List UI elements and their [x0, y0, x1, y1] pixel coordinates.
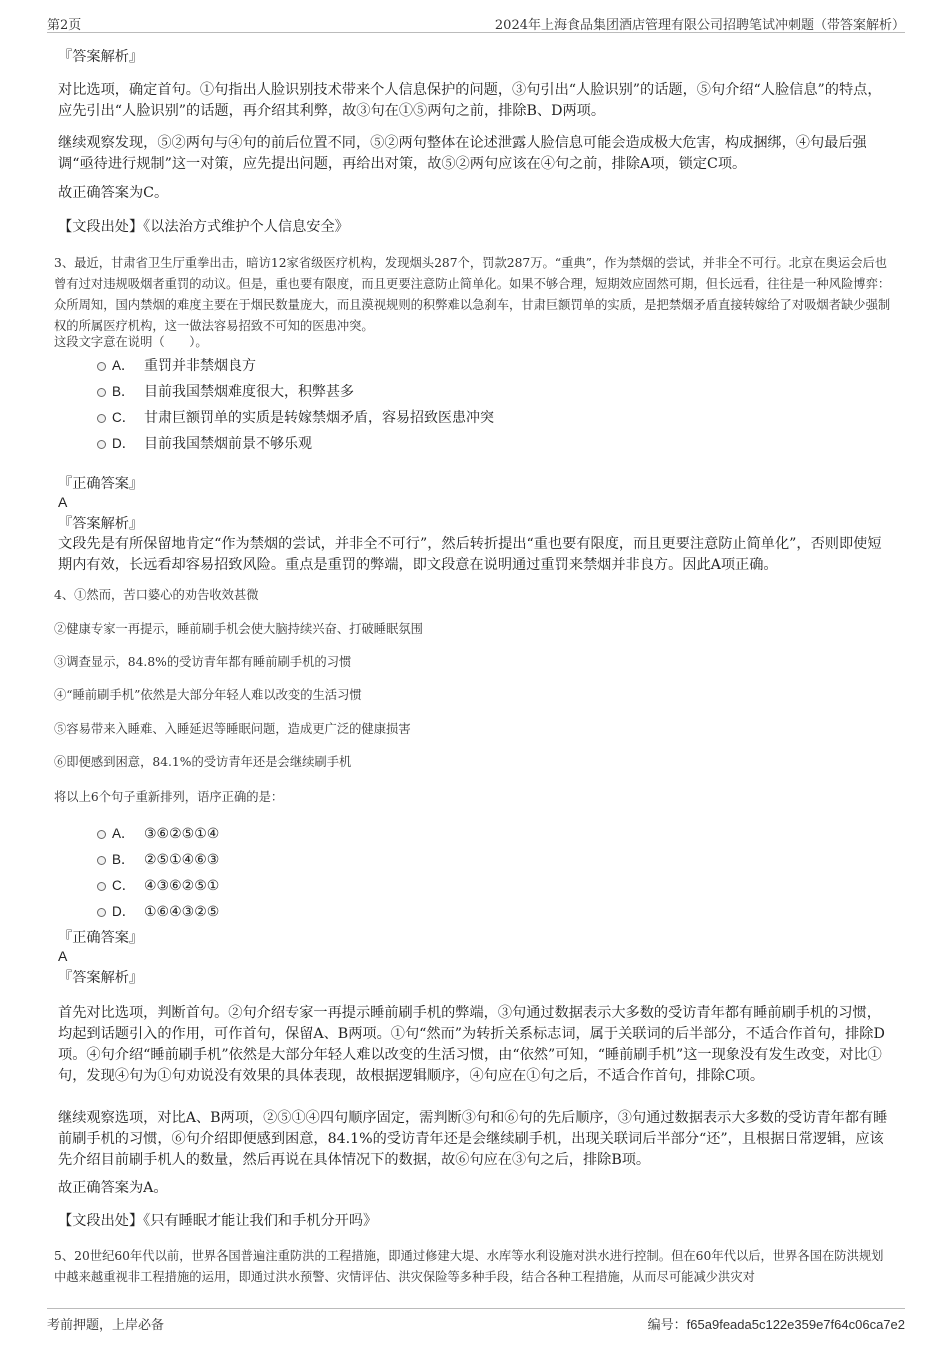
- option-letter: B．: [112, 384, 135, 399]
- q4-analysis-label: 『答案解析』: [58, 970, 144, 986]
- option-text: ③⑥②⑤①④: [144, 826, 220, 842]
- option-text: 重罚并非禁烟良方: [144, 358, 256, 374]
- q4-sentence-4: ④“睡前刷手机”依然是大部分年轻人难以改变的生活习惯: [54, 688, 362, 702]
- option-text: 目前我国禁烟难度很大，积弊甚多: [144, 384, 354, 400]
- q4-sentence-6: ⑥即便感到困意，84.1%的受访青年还是会继续刷手机: [54, 755, 352, 769]
- q4-sentence-5: ⑤容易带来入睡难、入睡延迟等睡眠问题，造成更广泛的健康损害: [54, 722, 411, 736]
- q4-prompt: 将以上6个句子重新排列，语序正确的是：: [54, 790, 284, 804]
- option-text: 目前我国禁烟前景不够乐观: [144, 436, 312, 452]
- q4-option-d[interactable]: [97, 902, 219, 922]
- option-letter: D．: [112, 436, 136, 451]
- q4-option-a[interactable]: [97, 824, 219, 844]
- option-letter: A．: [112, 826, 135, 841]
- q3-option-c[interactable]: [97, 408, 494, 428]
- option-text: ④③⑥②⑤①: [144, 878, 220, 894]
- q2-analysis-para2: 继续观察发现，⑤②两句与④句的前后位置不同，⑤②两句整体在论述泄露人脸信息可能会造成极大危害，构成捆绑，④句最后强调“亟待进行规制”这一对策，应先提出问题，再给出对策，故⑤②两句应该在④句之前，排除A项，锁定C项。: [58, 135, 867, 172]
- option-text: ②⑤①④⑥③: [144, 852, 220, 868]
- option-letter: C．: [112, 410, 136, 425]
- q2-analysis-label: 『答案解析』: [58, 49, 144, 65]
- q5-stem: 5、20世纪60年代以前，世界各国普遍注重防洪的工程措施，即通过修建大堤、水库等水利设施对洪水进行控制。但在60年代以后，世界各国在防洪规划中越来越重视非工程措施的运用，即通过洪水预警、灾情评估、洪灾保险等多种手段，结合各种工程措施，从而尽可能减少洪灾对: [54, 1249, 884, 1284]
- code-label: 编号：: [647, 1317, 687, 1332]
- q4-source: 【文段出处】《只有睡眠才能让我们和手机分开吗》: [58, 1213, 378, 1229]
- page-header: [47, 10, 905, 33]
- radio-button[interactable]: [97, 830, 106, 839]
- page-footer: [47, 1308, 905, 1331]
- footer-slogan: 考前押题，上岸必备: [47, 1318, 165, 1333]
- radio-button[interactable]: [97, 440, 106, 449]
- radio-button[interactable]: [97, 414, 106, 423]
- q3-answer: A: [58, 494, 68, 510]
- q4-analysis-para1: 首先对比选项，判断首句。②句介绍专家一再提示睡前刷手机的弊端，③句通过数据表示大多数的受访青年都有睡前刷手机的习惯，均起到话题引入的作用，可作首句，保留A、B两项。①句“然而”为转折关系标志词，属于关联词的后半部分，不适合作首句，排除D项。④句介绍“睡前刷手机”依然是大部分年轻人难以改变的生活习惯，由“依然”可知，“睡前刷手机”这一现象没有发生改变，对比①句，发现④句为①句劝说没有效果的具体表现，故根据逻辑顺序，④句应在①句之后，不适合作首句，排除C项。: [58, 1005, 885, 1084]
- q3-option-d[interactable]: [97, 434, 312, 454]
- radio-button[interactable]: [97, 388, 106, 397]
- radio-button[interactable]: [97, 362, 106, 371]
- page-number: 第2页: [47, 18, 82, 33]
- q2-analysis-para1: 对比选项，确定首句。①句指出人脸识别技术带来个人信息保护的问题，③句引出“人脸识别”的话题，⑤句介绍“人脸信息”的特点，应先引出“人脸识别”的话题，再介绍其利弊，故③句在①⑤两句之前，排除B、D两项。: [58, 82, 882, 119]
- option-text: ①⑥④③②⑤: [144, 904, 220, 920]
- option-letter: A．: [112, 358, 135, 373]
- option-letter: B．: [112, 852, 135, 867]
- radio-button[interactable]: [97, 882, 106, 891]
- option-letter: C．: [112, 878, 136, 893]
- q3-option-b[interactable]: [97, 382, 354, 402]
- option-letter: D．: [112, 904, 136, 919]
- document-code: [648, 1314, 905, 1333]
- option-text: 甘肃巨额罚单的实质是转嫁禁烟矛盾，容易招致医患冲突: [144, 410, 494, 426]
- q4-conclusion: 故正确答案为A。: [58, 1180, 168, 1196]
- q2-source: 【文段出处】《以法治方式维护个人信息安全》: [58, 219, 349, 235]
- q4-sentence-3: ③调查显示，84.8%的受访青年都有睡前刷手机的习惯: [54, 655, 352, 669]
- q4-answer: A: [58, 948, 68, 964]
- document-title: 2024年上海食品集团酒店管理有限公司招聘笔试冲刺题（带答案解析）: [494, 18, 905, 33]
- q3-analysis: 文段先是有所保留地肯定“作为禁烟的尝试，并非全不可行”，然后转折提出“重也要有限度，而且更要注意防止简单化”，否则即使短期内有效，长远看却容易招致风险。重点是重罚的弊端，即文段意在说明通过重罚来禁烟并非良方。因此A项正确。: [58, 536, 882, 573]
- q4-analysis-para2: 继续观察选项，对比A、B两项，②⑤①④四句顺序固定，需判断③句和⑥句的先后顺序，③句通过数据表示大多数的受访青年都有睡前刷手机的习惯，⑥句介绍即便感到困意，84.1%的受访青年还是会继续刷手机，出现关联词后半部分“还”，且根据日常逻辑，应该先介绍目前刷手机人的数量，然后再说在具体情况下的数据，故⑥句应在③句之后，排除B项。: [58, 1110, 888, 1168]
- radio-button[interactable]: [97, 908, 106, 917]
- q4-option-c[interactable]: [97, 876, 219, 896]
- code-value: f65a9feada5c122e359e7f64c06ca7e2: [686, 1317, 905, 1332]
- q2-conclusion: 故正确答案为C。: [58, 185, 169, 201]
- q3-answer-label: 『正确答案』: [58, 476, 144, 492]
- q4-option-b[interactable]: [97, 850, 219, 870]
- radio-button[interactable]: [97, 856, 106, 865]
- q3-stem: 3、最近，甘肃省卫生厅重拳出击，暗访12家省级医疗机构，发现烟头287个，罚款287万。“重典”，作为禁烟的尝试，并非全不可行。北京在奥运会后也曾有过对违规吸烟者重罚的动议。但是，重也要有限度，而且更要注意防止简单化。如果不够合理，短期效应固然可期，但长远看，往往是一种风险博弈：众所周知，国内禁烟的难度主要在于烟民数量庞大，而且漠视规则的积弊难以急刹车，甘肃巨额罚单的实质，是把禁烟矛盾直接转嫁给了对吸烟者缺少强制权的所属医疗机构，这一做法容易招致不可知的医患冲突。: [54, 256, 891, 333]
- q4-sentence-2: ②健康专家一再提示，睡前刷手机会使大脑持续兴奋、打破睡眠氛围: [54, 622, 423, 636]
- q3-prompt: 这段文字意在说明（ ）。: [54, 335, 208, 349]
- q4-answer-label: 『正确答案』: [58, 930, 144, 946]
- q3-analysis-label: 『答案解析』: [58, 516, 144, 532]
- q3-option-a[interactable]: [97, 356, 256, 376]
- q4-sentence-1: 4、①然而，苦口婆心的劝告收效甚微: [54, 588, 259, 602]
